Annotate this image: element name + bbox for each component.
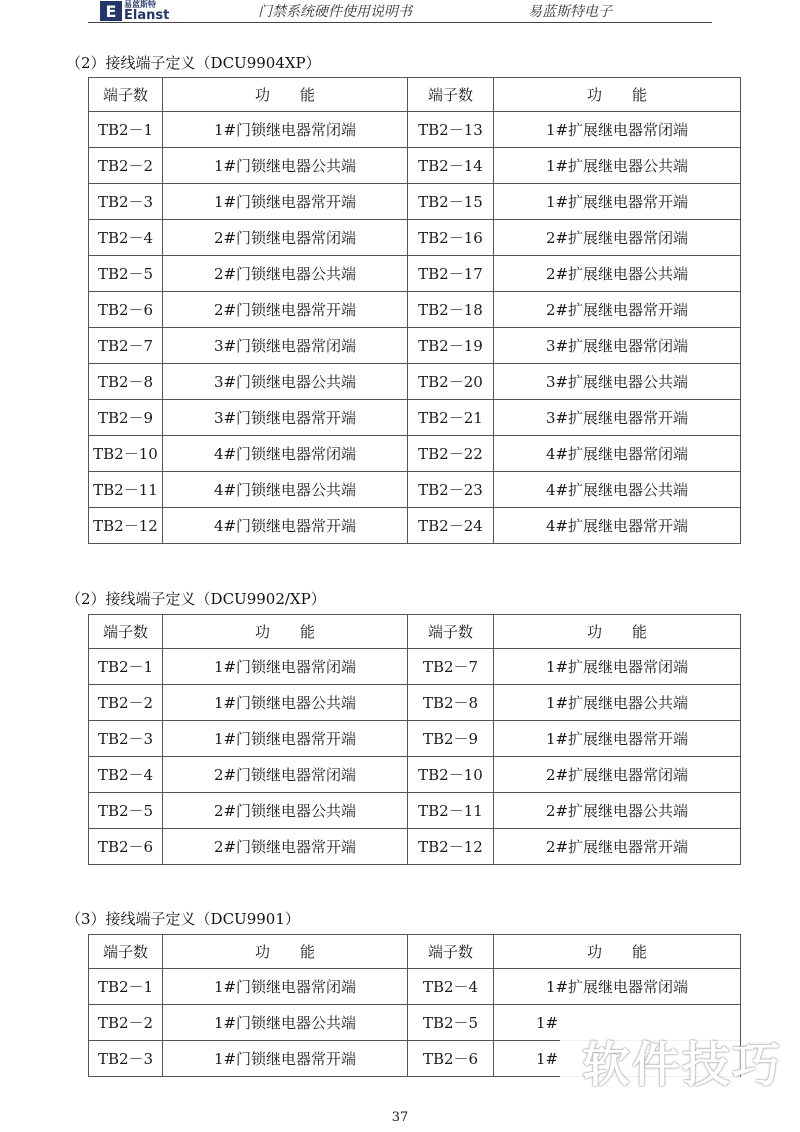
function-cell: 1#门锁继电器常开端 [163,721,408,757]
logo-en-text: Elanst [124,7,170,23]
header-divider [88,22,712,23]
function-cell: 4#门锁继电器常闭端 [163,436,408,472]
function-cell: 2#门锁继电器常开端 [163,292,408,328]
column-header: 功 能 [494,615,741,649]
section-heading-dcu9901: （3）接线端子定义（DCU9901） [66,910,300,928]
terminal-cell: TB2－22 [408,436,494,472]
column-header: 功 能 [163,78,408,112]
column-header: 端子数 [408,78,494,112]
function-cell: 2#门锁继电器公共端 [163,793,408,829]
terminal-cell: TB2－6 [89,829,163,865]
function-cell: 4#扩展继电器公共端 [494,472,741,508]
table-row [89,256,741,292]
document-title: 门禁系统硬件使用说明书 [258,4,412,20]
company-logo [100,0,200,22]
column-header: 端子数 [89,78,163,112]
table-row [89,685,741,721]
terminal-cell: TB2－14 [408,148,494,184]
function-cell: 1#门锁继电器公共端 [163,148,408,184]
terminal-cell: TB2－2 [89,685,163,721]
function-cell: 1# [494,1005,741,1041]
table-row [89,721,741,757]
function-cell: 4#门锁继电器公共端 [163,472,408,508]
terminal-cell: TB2－11 [89,472,163,508]
table-row [89,148,741,184]
terminal-cell: TB2－3 [89,1041,163,1077]
function-cell: 1#门锁继电器常闭端 [163,649,408,685]
terminal-cell: TB2－8 [408,685,494,721]
function-cell: 1#扩展继电器常闭端 [494,649,741,685]
function-cell: 2#扩展继电器常开端 [494,292,741,328]
terminal-cell: TB2－9 [408,721,494,757]
function-cell: 2#扩展继电器常闭端 [494,220,741,256]
terminal-cell: TB2－7 [89,328,163,364]
table-row [89,757,741,793]
terminal-cell: TB2－12 [89,508,163,544]
table-header-row [89,78,741,112]
function-cell: 2#扩展继电器公共端 [494,793,741,829]
function-cell: 2#门锁继电器常开端 [163,829,408,865]
terminal-cell: TB2－7 [408,649,494,685]
table-row [89,436,741,472]
function-cell: 1#门锁继电器常开端 [163,184,408,220]
terminal-cell: TB2－4 [89,220,163,256]
terminal-cell: TB2－18 [408,292,494,328]
terminal-cell: TB2－5 [408,1005,494,1041]
column-header: 端子数 [408,615,494,649]
company-name: 易蓝斯特电子 [528,4,612,20]
terminal-cell: TB2－24 [408,508,494,544]
terminal-table-dcu9902xp [88,614,741,865]
table-row [89,969,741,1005]
function-cell: 2#门锁继电器常闭端 [163,220,408,256]
table-row [89,649,741,685]
terminal-cell: TB2－3 [89,721,163,757]
terminal-cell: TB2－1 [89,969,163,1005]
column-header: 端子数 [408,935,494,969]
table-row [89,829,741,865]
column-header: 功 能 [163,935,408,969]
function-cell: 1#扩展继电器常闭端 [494,969,741,1005]
terminal-cell: TB2－12 [408,829,494,865]
terminal-cell: TB2－10 [89,436,163,472]
terminal-cell: TB2－21 [408,400,494,436]
table-row [89,220,741,256]
terminal-cell: TB2－5 [89,793,163,829]
column-header: 功 能 [494,78,741,112]
terminal-cell: TB2－4 [89,757,163,793]
function-cell: 3#扩展继电器常闭端 [494,328,741,364]
terminal-cell: TB2－9 [89,400,163,436]
function-cell: 4#扩展继电器常闭端 [494,436,741,472]
function-cell: 1#门锁继电器常闭端 [163,112,408,148]
table-row [89,508,741,544]
function-cell: 3#门锁继电器常开端 [163,400,408,436]
terminal-cell: TB2－20 [408,364,494,400]
function-cell: 2#扩展继电器常闭端 [494,757,741,793]
terminal-cell: TB2－2 [89,148,163,184]
function-cell: 1#扩展继电器常开端 [494,184,741,220]
terminal-cell: TB2－1 [89,112,163,148]
function-cell: 1#门锁继电器公共端 [163,685,408,721]
function-cell: 3#扩展继电器常开端 [494,400,741,436]
terminal-cell: TB2－11 [408,793,494,829]
function-cell: 4#门锁继电器常开端 [163,508,408,544]
table-row [89,793,741,829]
function-cell: 1#门锁继电器常开端 [163,1041,408,1077]
function-cell: 1#扩展继电器常开端 [494,721,741,757]
table-row [89,400,741,436]
table-header-row [89,615,741,649]
column-header: 功 能 [494,935,741,969]
logo-mark-icon: E [100,1,122,21]
page-number: 37 [391,1110,409,1125]
function-cell: 2#扩展继电器常开端 [494,829,741,865]
terminal-cell: TB2－17 [408,256,494,292]
function-cell: 1# [494,1041,741,1077]
function-cell: 3#门锁继电器常闭端 [163,328,408,364]
terminal-cell: TB2－23 [408,472,494,508]
function-cell: 2#门锁继电器公共端 [163,256,408,292]
terminal-cell: TB2－10 [408,757,494,793]
table-row [89,472,741,508]
section-heading-dcu9904xp: （2）接线端子定义（DCU9904XP） [66,54,321,72]
table-row [89,112,741,148]
terminal-cell: TB2－6 [89,292,163,328]
terminal-cell: TB2－3 [89,184,163,220]
terminal-cell: TB2－6 [408,1041,494,1077]
terminal-table-dcu9904xp [88,77,741,544]
function-cell: 3#门锁继电器公共端 [163,364,408,400]
function-cell: 4#扩展继电器常开端 [494,508,741,544]
function-cell: 1#门锁继电器公共端 [163,1005,408,1041]
function-cell: 3#扩展继电器公共端 [494,364,741,400]
table-row [89,184,741,220]
function-cell: 1#扩展继电器公共端 [494,685,741,721]
terminal-cell: TB2－2 [89,1005,163,1041]
function-cell: 1#门锁继电器常闭端 [163,969,408,1005]
terminal-cell: TB2－1 [89,649,163,685]
table-row [89,364,741,400]
terminal-cell: TB2－8 [89,364,163,400]
table-header-row [89,935,741,969]
function-cell: 1#扩展继电器公共端 [494,148,741,184]
table-row [89,292,741,328]
column-header: 端子数 [89,935,163,969]
watermark: 软件技巧 [581,1037,782,1093]
table-row [89,328,741,364]
function-cell: 2#扩展继电器公共端 [494,256,741,292]
column-header: 端子数 [89,615,163,649]
function-cell: 2#门锁继电器常闭端 [163,757,408,793]
terminal-cell: TB2－16 [408,220,494,256]
terminal-cell: TB2－13 [408,112,494,148]
terminal-cell: TB2－19 [408,328,494,364]
function-cell: 1#扩展继电器常闭端 [494,112,741,148]
column-header: 功 能 [163,615,408,649]
terminal-cell: TB2－4 [408,969,494,1005]
section-heading-dcu9902xp: （2）接线端子定义（DCU9902/XP） [66,590,326,608]
terminal-cell: TB2－5 [89,256,163,292]
logo-cn-text: 易蓝斯特 [124,0,156,9]
terminal-cell: TB2－15 [408,184,494,220]
page-header [0,0,800,26]
